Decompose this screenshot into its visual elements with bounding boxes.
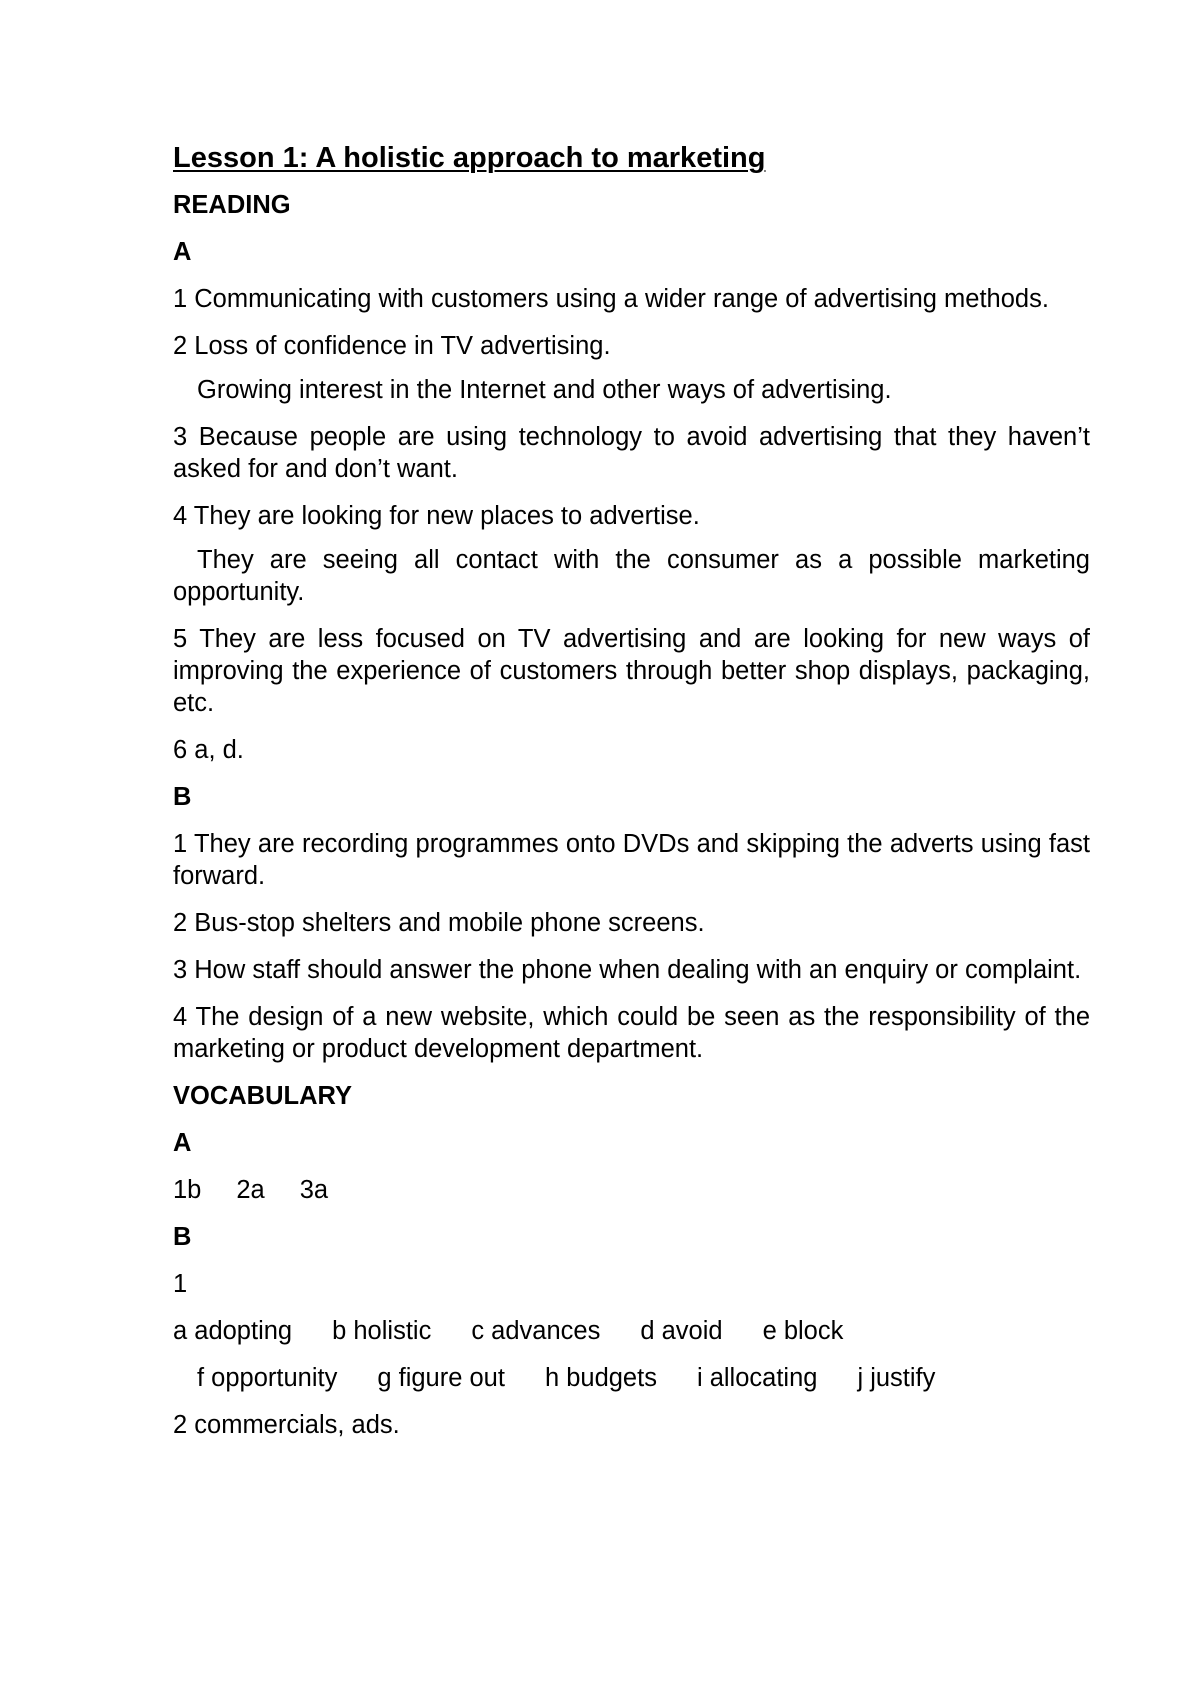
- reading-a-answer-4-continued: They are seeing all contact with the consumer as a possible marketing opportunity.: [173, 546, 1090, 606]
- vocabulary-section-b-label: B: [173, 1223, 192, 1251]
- reading-a-answer-3: 3 Because people are using technology to avoid advertising that they haven’t asked for and don’t want.: [173, 423, 1090, 483]
- vocabulary-a-answer: 3a: [299, 1176, 329, 1204]
- reading-a-answer-6: 6 a, d.: [173, 736, 244, 764]
- vocabulary-b-answer: g figure out: [377, 1364, 505, 1392]
- reading-a-answer-5: 5 They are less focused on TV advertising and are looking for new ways of improving the experience of customers through better shop displays, packaging, etc.: [173, 625, 1090, 717]
- vocabulary-b-answer: f opportunity: [197, 1364, 338, 1392]
- reading-a-answer-4: 4 They are looking for new places to advertise.: [173, 502, 700, 530]
- vocabulary-b-answer: h budgets: [544, 1364, 657, 1392]
- vocabulary-a-answers: [173, 1174, 1090, 1206]
- vocabulary-a-answer: 2a: [236, 1176, 265, 1204]
- answer-key-page: [173, 140, 1090, 1456]
- reading-heading: READING: [173, 191, 291, 219]
- vocabulary-b-answer: i allocating: [696, 1364, 818, 1392]
- reading-a-answer-2: 2 Loss of confidence in TV advertising.: [173, 332, 611, 360]
- page-title: Lesson 1: A holistic approach to marketing: [173, 142, 766, 174]
- vocabulary-section-a-label: A: [173, 1129, 192, 1157]
- vocabulary-b-part-2: 2 commercials, ads.: [173, 1411, 400, 1439]
- reading-b-answer-3: 3 How staff should answer the phone when dealing with an enquiry or complaint.: [173, 956, 1082, 984]
- vocabulary-heading: VOCABULARY: [173, 1082, 352, 1110]
- vocabulary-b-answer: d avoid: [640, 1317, 723, 1345]
- vocabulary-b-part-1-line-1: [173, 1315, 1090, 1347]
- reading-section-b-label: B: [173, 783, 192, 811]
- reading-a-answer-1: 1 Communicating with customers using a wider range of advertising methods.: [173, 285, 1049, 313]
- vocabulary-b-part-1-line-2: [173, 1362, 1090, 1394]
- vocabulary-b-answer: a adopting: [173, 1317, 293, 1345]
- vocabulary-b-answer: e block: [762, 1317, 844, 1345]
- reading-a-answer-2-continued: Growing interest in the Internet and other ways of advertising.: [197, 376, 892, 404]
- vocabulary-b-answer: j justify: [857, 1364, 936, 1392]
- reading-section-a-label: A: [173, 238, 192, 266]
- reading-b-answer-1: 1 They are recording programmes onto DVDs and skipping the adverts using fast forward.: [173, 830, 1090, 890]
- vocabulary-b-answer: c advances: [471, 1317, 601, 1345]
- vocabulary-b-part-1-label: 1: [173, 1270, 188, 1298]
- reading-b-answer-2: 2 Bus-stop shelters and mobile phone screens.: [173, 909, 705, 937]
- reading-b-answer-4: 4 The design of a new website, which could be seen as the responsibility of the marketing or product development department.: [173, 1003, 1090, 1063]
- vocabulary-a-answer: 1b: [173, 1176, 202, 1204]
- vocabulary-b-answer: b holistic: [332, 1317, 432, 1345]
